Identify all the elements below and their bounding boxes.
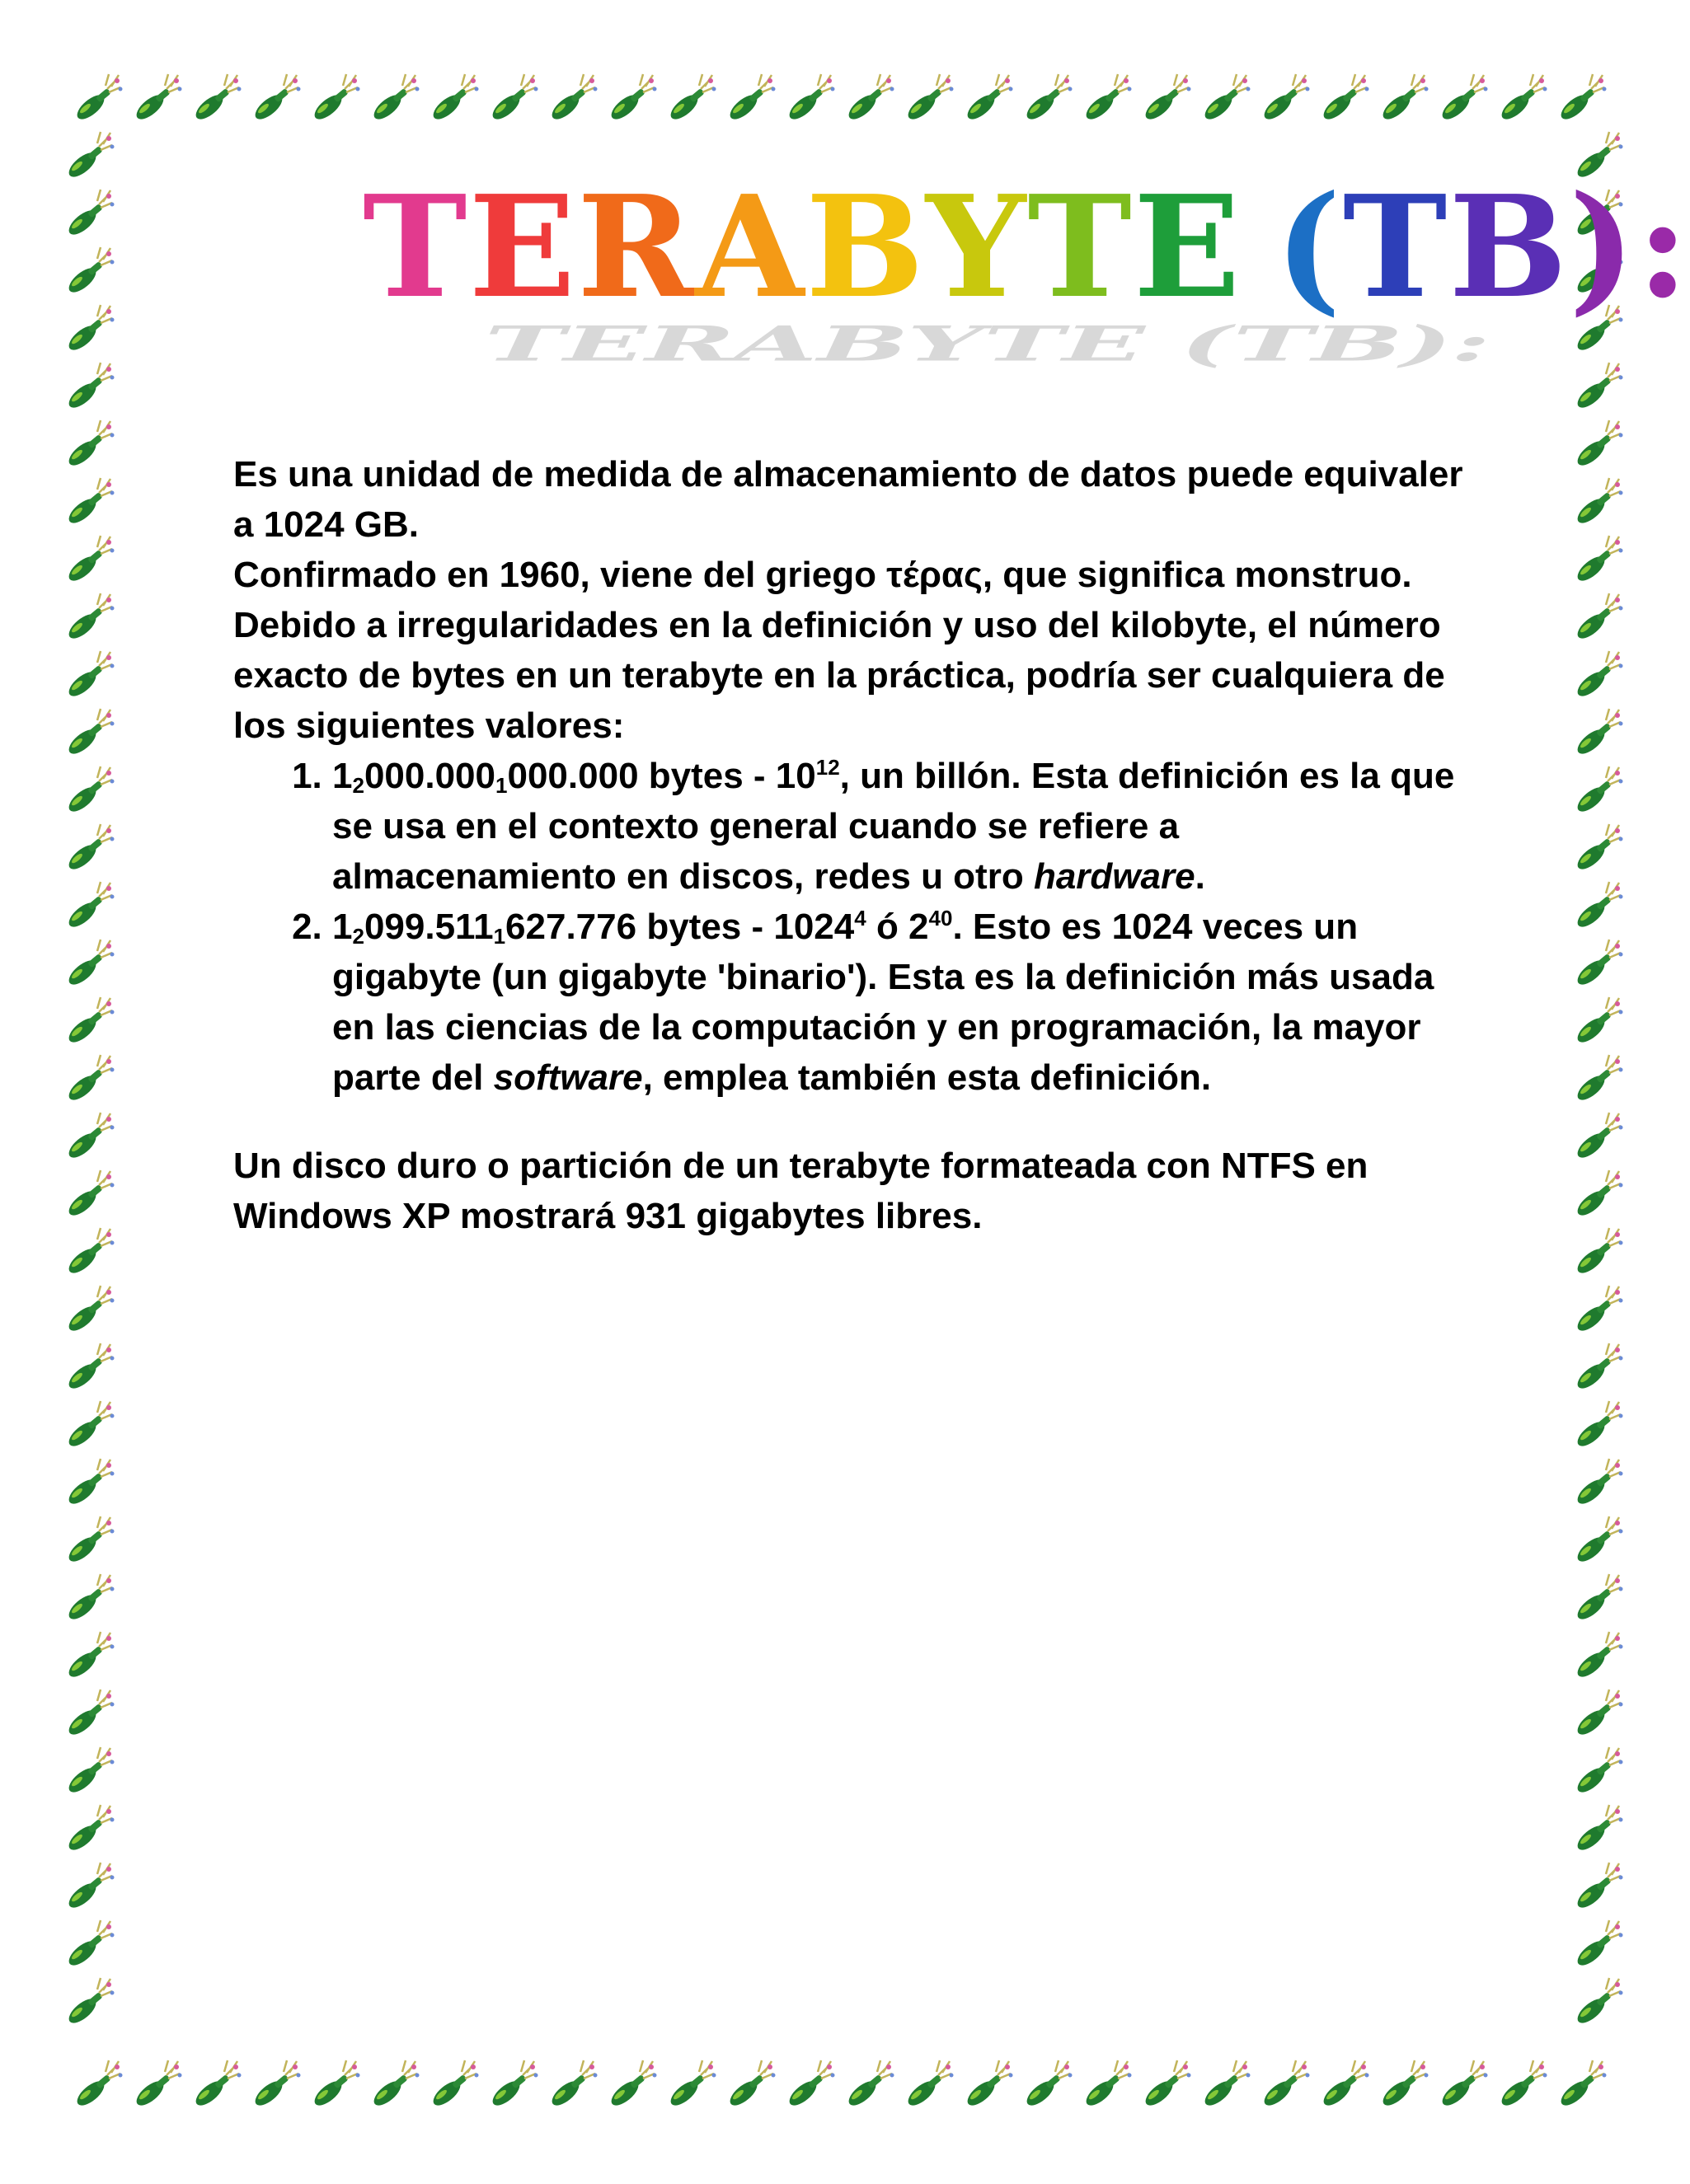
bottle-ornament (1574, 1863, 1623, 1912)
title-wordart (363, 165, 1690, 424)
bottle-ornament (1574, 1113, 1623, 1162)
bottle-ornament (1574, 1516, 1623, 1566)
definitions-list (233, 751, 1470, 1103)
title-letter: T (1027, 165, 1134, 330)
title-letter: R (577, 165, 696, 330)
bottle-ornament (608, 74, 657, 124)
bottle-ornament (1574, 1170, 1623, 1220)
bottle-ornament (1574, 1286, 1623, 1335)
bottle-ornament (65, 190, 115, 239)
bottle-ornament (65, 536, 115, 585)
bottle-ornament (65, 1805, 115, 1854)
bottle-ornament (1557, 74, 1607, 124)
bottle-ornament (1260, 2060, 1310, 2110)
bottle-ornament (192, 74, 242, 124)
bottle-ornament (1574, 940, 1623, 989)
bottle-ornament (1574, 1228, 1623, 1277)
bottle-ornament (1574, 1401, 1623, 1451)
bottle-ornament (1574, 882, 1623, 931)
title-letter: : (1636, 165, 1690, 330)
bottle-ornament (667, 74, 716, 124)
bottle-ornament (1201, 74, 1251, 124)
bottle-ornament (548, 2060, 598, 2110)
bottle-ornament (1574, 1978, 1623, 2027)
bottle-ornament (1574, 1690, 1623, 1739)
bottle-ornament (1201, 2060, 1251, 2110)
bottle-ornament (1439, 74, 1488, 124)
bottle-ornament (667, 2060, 716, 2110)
bottle-ornament (786, 74, 835, 124)
bottle-ornament (65, 1170, 115, 1220)
bottle-ornament (726, 2060, 776, 2110)
bottle-ornament (1574, 1343, 1623, 1393)
bottle-ornament (845, 2060, 894, 2110)
bottle-ornament (430, 2060, 479, 2110)
bottle-ornament (65, 1690, 115, 1739)
bottle-ornament (964, 2060, 1013, 2110)
bottle-ornament (65, 1978, 115, 2027)
bottle-ornament (65, 305, 115, 354)
bottle-ornament (65, 1228, 115, 1277)
bottle-ornament (1574, 1459, 1623, 1508)
bottle-ornament (1142, 2060, 1191, 2110)
title-letter: B (805, 165, 926, 330)
bottle-ornament (65, 1863, 115, 1912)
bottle-ornament (133, 2060, 182, 2110)
bottle-ornament (65, 1286, 115, 1335)
bottle-ornament (1574, 709, 1623, 758)
bottle-ornament (65, 247, 115, 297)
bottle-ornament (1574, 824, 1623, 874)
title-shadow-text: TERABYTE (TB): (470, 316, 1506, 373)
bottle-ornament (1498, 74, 1547, 124)
bottle-ornament (1574, 1747, 1623, 1797)
bottle-ornament (370, 74, 420, 124)
bottle-ornament (1439, 2060, 1488, 2110)
bottle-ornament (65, 651, 115, 701)
title-letter: T (1342, 165, 1449, 330)
bottle-ornament (65, 593, 115, 643)
bottle-ornament (1574, 1055, 1623, 1104)
bottle-ornament (1320, 74, 1369, 124)
list-item: 2. 12099.5111627.776 bytes - 1024$^4$ ó $2^{40}$. Esto es 1024 veces un gigabyte (un gigabyte 'binario'). Esta es la definición más usada en las ciencias de la computación y en programación, la mayor parte del software, emplea también esta definición. (332, 902, 1470, 1103)
bottle-ornament (192, 2060, 242, 2110)
bottle-ornament (608, 2060, 657, 2110)
bottle-ornament (65, 882, 115, 931)
title-letter: T (363, 165, 469, 330)
bottle-ornament (1574, 766, 1623, 816)
bottle-ornament (65, 997, 115, 1047)
bottle-ornament (65, 1113, 115, 1162)
bottle-ornament (1557, 2060, 1607, 2110)
bottle-ornament (251, 74, 301, 124)
bottle-ornament (311, 2060, 360, 2110)
title-letter: E (468, 165, 578, 330)
bottle-ornament (1260, 74, 1310, 124)
bottle-ornament (370, 2060, 420, 2110)
bottle-ornament (65, 940, 115, 989)
bottle-ornament (1574, 997, 1623, 1047)
bottle-ornament (726, 74, 776, 124)
bottle-ornament (65, 478, 115, 527)
list-item: 1. 12000.0001000.000 bytes - $10^{12}$, un billón. Esta definición es la que se usa en el contexto general cuando se refiere a almacenamiento en discos, redes u otro hardware. (332, 751, 1470, 902)
bottle-ornament (1023, 2060, 1073, 2110)
document-body (233, 449, 1470, 1241)
bottle-ornament (1574, 1632, 1623, 1681)
bottle-ornament (65, 1632, 115, 1681)
bottle-ornament (65, 420, 115, 470)
title-letter: A (695, 165, 806, 330)
bottle-ornament (65, 1459, 115, 1508)
bottle-ornament (133, 74, 182, 124)
bottle-ornament (1574, 593, 1623, 643)
bottle-ornament (65, 363, 115, 412)
title-letter: ( (1275, 165, 1343, 330)
bottle-ornament (65, 1343, 115, 1393)
bottle-ornament (904, 74, 954, 124)
bottle-ornament (73, 2060, 123, 2110)
bottle-ornament (65, 824, 115, 874)
title-letter: ) (1569, 165, 1637, 330)
bottle-ornament (1574, 1920, 1623, 1970)
bottle-ornament (1574, 478, 1623, 527)
bottle-ornament (65, 709, 115, 758)
bottle-ornament (1574, 1805, 1623, 1854)
bottle-ornament (430, 74, 479, 124)
closing-paragraph: Un disco duro o partición de un terabyte formateada con NTFS en Windows XP mostrará 931 gigabytes libres. (233, 1146, 1368, 1236)
bottle-ornament (489, 74, 538, 124)
bottle-ornament (73, 74, 123, 124)
intro-paragraph: Es una unidad de medida de almacenamiento de datos puede equivaler a 1024 GB. (233, 454, 1463, 545)
title-letter: E (1133, 165, 1242, 330)
bottle-ornament (65, 1401, 115, 1451)
bottle-ornament (65, 1920, 115, 1970)
bottle-ornament (1574, 1574, 1623, 1624)
bottle-ornament (904, 2060, 954, 2110)
bottle-ornament (1082, 74, 1132, 124)
bottle-ornament (65, 1516, 115, 1566)
bottle-ornament (489, 2060, 538, 2110)
title-letter: Y (925, 165, 1028, 330)
bottle-ornament (1023, 74, 1073, 124)
bottle-ornament (251, 2060, 301, 2110)
bottle-ornament (65, 1055, 115, 1104)
bottle-ornament (786, 2060, 835, 2110)
bottle-ornament (1574, 420, 1623, 470)
bottle-ornament (1320, 2060, 1369, 2110)
bottle-ornament (964, 74, 1013, 124)
bottle-ornament (65, 766, 115, 816)
bottle-ornament (1082, 2060, 1132, 2110)
bottle-ornament (845, 74, 894, 124)
bottle-ornament (548, 74, 598, 124)
bottle-ornament (1379, 2060, 1429, 2110)
bottle-ornament (65, 1747, 115, 1797)
history-paragraph: Confirmado en 1960, viene del griego τέρας, que significa monstruo. Debido a irregularidades en la definición y uso del kilobyte, el número exacto de bytes en un terabyte en la práctica, podría ser cualquiera de los siguientes valores: (233, 555, 1445, 746)
bottle-ornament (311, 74, 360, 124)
bottle-ornament (1498, 2060, 1547, 2110)
bottle-ornament (1574, 536, 1623, 585)
bottle-ornament (1379, 74, 1429, 124)
title-letter: B (1448, 165, 1570, 330)
bottle-ornament (65, 132, 115, 181)
bottle-ornament (1574, 651, 1623, 701)
bottle-ornament (65, 1574, 115, 1624)
page-title (363, 165, 1690, 330)
bottle-ornament (1142, 74, 1191, 124)
title-letter (1242, 177, 1275, 317)
bottle-ornament (1574, 363, 1623, 412)
